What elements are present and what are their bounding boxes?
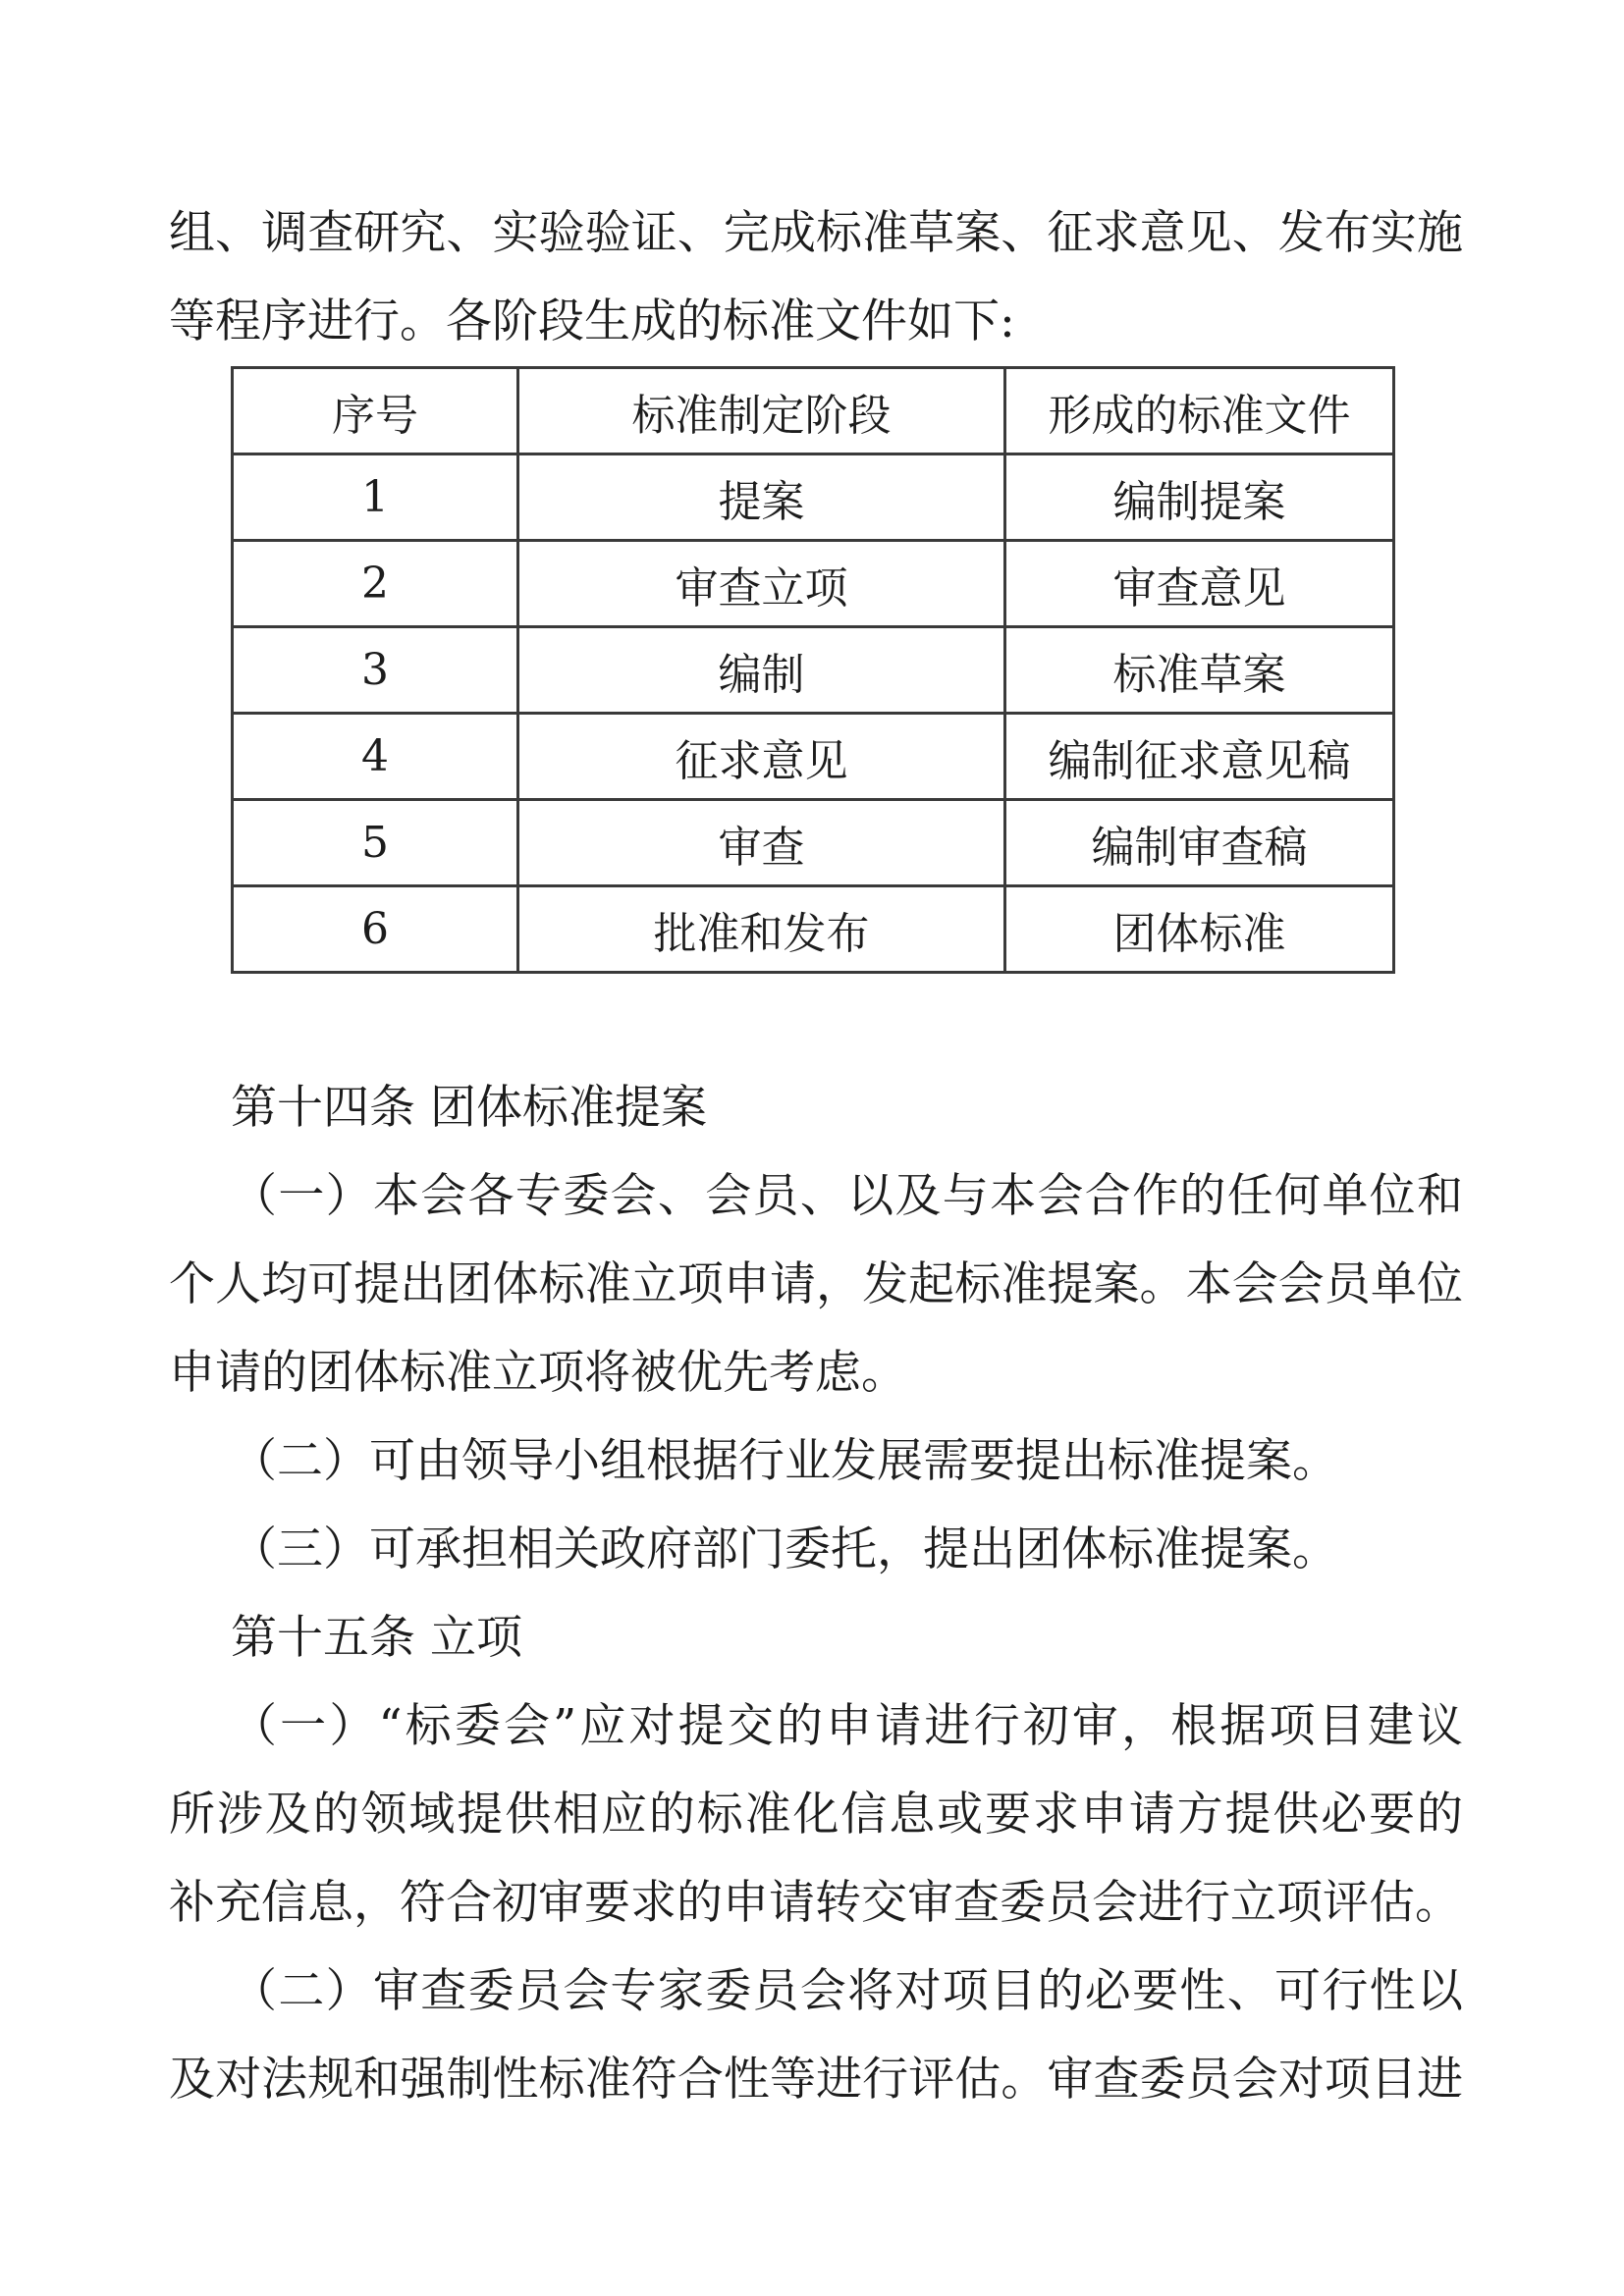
header-cell-stage: 标准制定阶段 [518,368,1005,454]
table-cell: 标准草案 [1005,627,1394,714]
table-cell: 审查立项 [518,541,1005,627]
table-row [233,454,1394,541]
table-cell: 编制审查稿 [1005,800,1394,886]
paragraph-line: （一）“标委会”应对提交的申请进行初审，根据项目建议 [231,1699,1463,1753]
table-header-row [233,368,1394,454]
table-cell: 提案 [518,454,1005,541]
table-cell: 3 [233,627,518,714]
paragraph-line: 所涉及的领域提供相应的标准化信息或要求申请方提供必要的 [169,1788,1463,1842]
table-cell: 6 [233,886,518,973]
paragraph-line: 补充信息，符合初审要求的申请转交审查委员会进行立项评估。 [169,1876,1461,1930]
article-15-heading: 第十五条 立项 [231,1611,522,1665]
table-cell: 团体标准 [1005,886,1394,973]
paragraph-line: 及对法规和强制性标准符合性等进行评估。审查委员会对项目进 [169,2053,1463,2107]
intro-line-1: 组、调查研究、实验验证、完成标准草案、征求意见、发布实施 [169,206,1463,260]
table-cell: 审查 [518,800,1005,886]
standard-stages-table [231,366,1395,974]
paragraph-line: （二）可由领导小组根据行业发展需要提出标准提案。 [231,1434,1338,1488]
paragraph-line: （一）本会各专委会、会员、以及与本会合作的任何单位和 [231,1169,1463,1223]
paragraph-line: （三）可承担相关政府部门委托，提出团体标准提案。 [231,1522,1338,1576]
table-cell: 1 [233,454,518,541]
table-row [233,714,1394,800]
paragraph-line: 申请的团体标准立项将被优先考虑。 [169,1346,907,1400]
table-row [233,800,1394,886]
intro-line-2: 等程序进行。各阶段生成的标准文件如下: [169,294,1015,348]
document-content [169,189,1463,2124]
table-cell: 批准和发布 [518,886,1005,973]
header-cell-file: 形成的标准文件 [1005,368,1394,454]
table-row [233,541,1394,627]
header-cell-seq: 序号 [233,368,518,454]
table-cell: 审查意见 [1005,541,1394,627]
table-cell: 5 [233,800,518,886]
paragraph-line: 个人均可提出团体标准立项申请，发起标准提案。本会会员单位 [169,1257,1463,1311]
table-cell: 编制 [518,627,1005,714]
paragraph-line: （二）审查委员会专家委员会将对项目的必要性、可行性以 [231,1964,1463,2018]
table-row [233,886,1394,973]
body-text-block [169,1064,1463,2124]
table-cell: 编制征求意见稿 [1005,714,1394,800]
table-cell: 2 [233,541,518,627]
article-14-heading: 第十四条 团体标准提案 [231,1081,707,1135]
table-cell: 编制提案 [1005,454,1394,541]
table-row [233,627,1394,714]
table-cell: 4 [233,714,518,800]
table-cell: 征求意见 [518,714,1005,800]
